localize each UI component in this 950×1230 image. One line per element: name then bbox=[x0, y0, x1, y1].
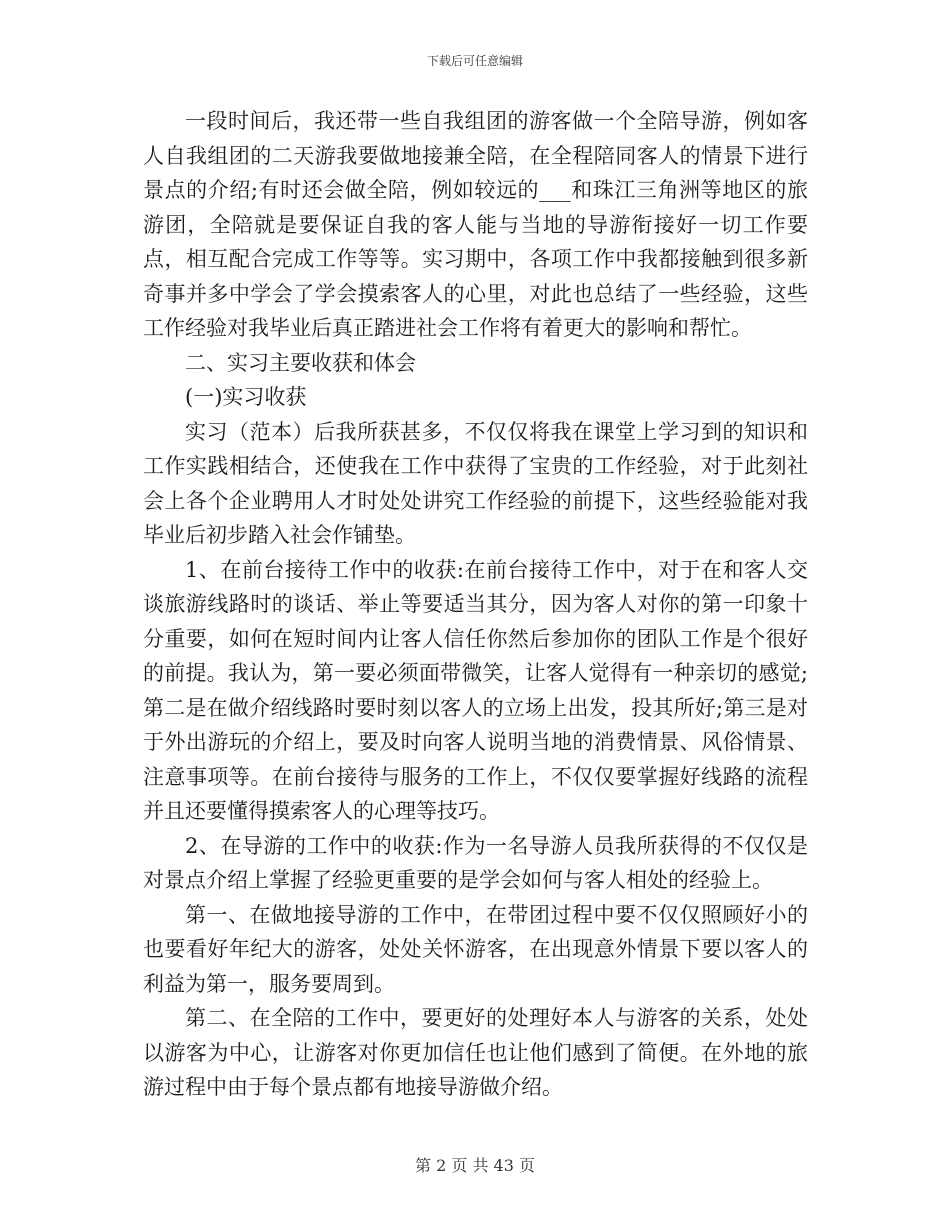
paragraph: 1、在前台接待工作中的收获:在前台接待工作中，对于在和客人交谈旅游线路时的谈话、举止等要适当其分，因为客人对你的第一印象十分重要，如何在短时间内让客人信任你然后参加你的团队工作是个很好的前提。我认为，第一要必须面带微笑，让客人觉得有一种亲切的感觉;第二是在做介绍线路时要时刻以客人的立场上出发，投其所好;第三是对于外出游玩的介绍上，要及时向客人说明当地的消费情景、风俗情景、注意事项等。在前台接待与服务的工作上，不仅仅要掌握好线路的流程并且还要懂得摸索客人的心理等技巧。 bbox=[143, 557, 808, 823]
paragraph: 第二、在全陪的工作中，要更好的处理好本人与游客的关系，处处以游客为中心，让游客对你更加信任也让他们感到了简便。在外地的旅游过程中由于每个景点都有地接导游做介绍。 bbox=[143, 1006, 808, 1099]
paragraph: 一段时间后，我还带一些自我组团的游客做一个全陪导游，例如客人自我组团的二天游我要做地接兼全陪，在全程陪同客人的情景下进行景点的介绍;有时还会做全陪，例如较远的___和珠江三角洲等地区的旅游团，全陪就是要保证自我的客人能与当地的导游衔接好一切工作要点，相互配合完成工作等等。实习期中，各项工作中我都接触到很多新奇事并多中学会了学会摸索客人的心里，对此也总结了一些经验，这些工作经验对我毕业后真正踏进社会工作将有着更大的影响和帮忙。 bbox=[143, 109, 808, 340]
paragraph: 实习（范本）后我所获甚多，不仅仅将我在课堂上学习到的知识和工作实践相结合，还使我在工作中获得了宝贵的工作经验，对于此刻社会上各个企业聘用人才时处处讲究工作经验的前提下，这些经验能对我毕业后初步踏入社会作铺垫。 bbox=[143, 419, 808, 547]
subsection-heading: (一)实习收获 bbox=[185, 385, 307, 409]
paragraph: 2、在导游的工作中的收获:作为一名导游人员我所获得的不仅仅是对景点介绍上掌握了经验更重要的是学会如何与客人相处的经验上。 bbox=[143, 833, 808, 892]
section-heading: 二、实习主要收获和体会 bbox=[185, 350, 416, 375]
page-number: 第 2 页 共 43 页 bbox=[415, 1156, 535, 1175]
paragraph: 第一、在做地接导游的工作中，在带团过程中要不仅仅照顾好小的也要看好年纪大的游客，处处关怀游客，在出现意外情景下要以客人的利益为第一，服务要周到。 bbox=[143, 902, 808, 996]
document-body bbox=[143, 104, 808, 1105]
header-note: 下载后可任意编辑 bbox=[426, 54, 523, 68]
